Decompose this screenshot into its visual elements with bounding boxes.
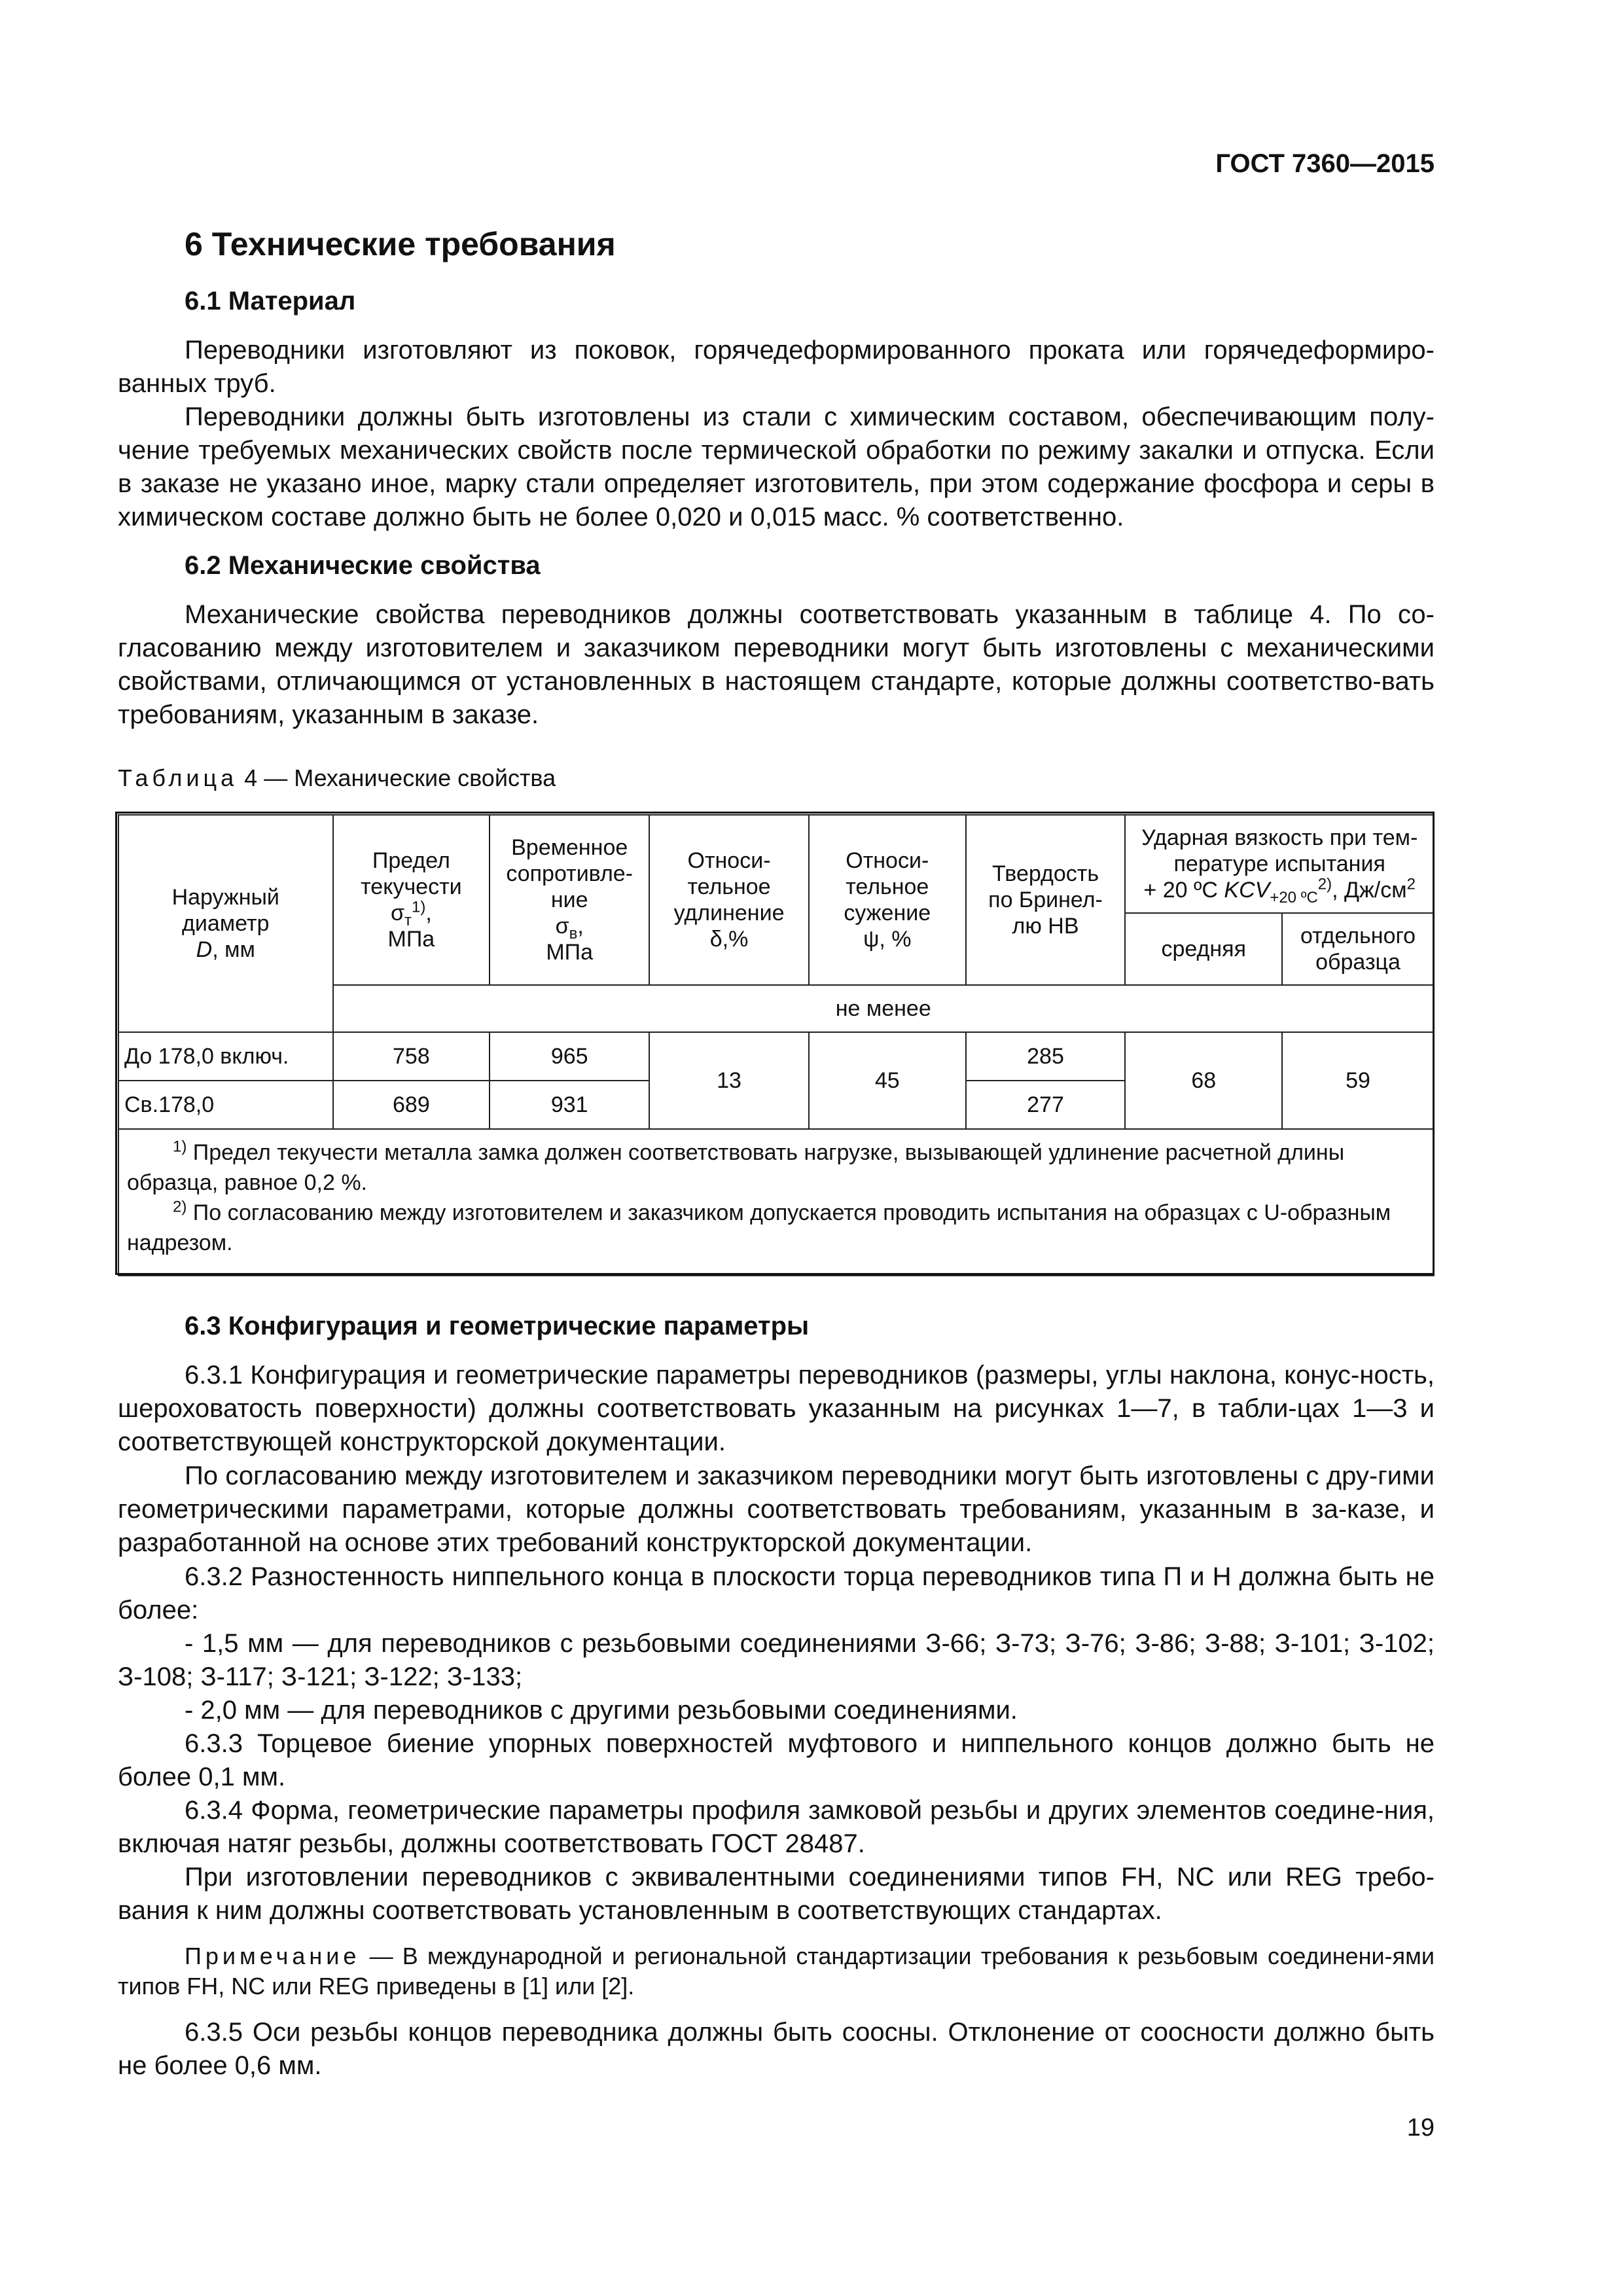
paragraph: Механические свойства переводников должны соответствовать указанным в таблице 4. По со-гласованию между изготовителем и заказчиком переводники могут быть изготовлены с механическими свойствами, отличающимся от установленных в настоящем стандарте, которые должны соответство-вать требованиям, указанным в заказе. [118,600,1435,729]
header-impact-single: отдельного образца [1282,913,1434,985]
page-number: 19 [1406,2114,1435,2142]
paragraph: Переводники должны быть изготовлены из стали с химическим составом, обеспечивающим полу-чение требуемых механических свойств после термической обработки по режиму закалки и отпуска. Если в заказе не указано иное, марку стали определяет изготовитель, при этом содержание фосфора и серы в химическом составе должно быть не более 0,020 и 0,015 масс. % соответственно. [118,403,1435,531]
footnote-2: $^{2)}$ По согласованию между изготовителем и заказчиком допускается проводить испытания на образцах с U-образным надрезом. [127,1198,1391,1255]
header-reduction: Относи- тельное сужение ψ, % [809,815,966,985]
paragraph: 6.3.5 Оси резьбы концов переводника должны быть соосны. Отклонение от соосности должно быть не более 0,6 мм. [118,2018,1435,2080]
header-hardness: Твердость по Бринел- лю НВ [966,815,1126,985]
paragraph: 6.3.4 Форма, геометрические параметры профиля замковой резьбы и других элементов соедине-ния, включая натяг резьбы, должны соответствовать ГОСТ 28487. [118,1796,1435,1858]
table-cell-diameter: До 178,0 включ. [118,1032,333,1081]
table-cell-hardness: 277 [966,1081,1126,1129]
table-caption [118,764,556,792]
note-text: — В международной и региональной стандартизации требования к резьбовым соединени-ями типов FH, NC или REG приведены в [1] или [2]. [118,1943,1435,2000]
table-cell-elongation: 13 [649,1032,809,1129]
section-title: 6 Технические требования [185,226,616,262]
table-cell-impact-single: 59 [1282,1032,1434,1129]
table-cell-hardness: 285 [966,1032,1126,1081]
paragraph: 6.3.3 Торцевое биение упорных поверхностей муфтового и ниппельного концов должно быть не более 0,1 мм. [118,1729,1435,1791]
header-yield-strength: Предел текучести $\sigma_т^{1)}$, МПа [333,815,490,985]
header-impact-average: средняя [1125,913,1282,985]
table-cell-yield: 689 [333,1081,490,1129]
paragraph: При изготовлении переводников с эквивалентными соединениями типов FH, NC или REG требо-вания к ним должны соответствовать установленным в соответствующих стандартах. [118,1863,1435,1925]
table-cell-impact-average: 68 [1125,1032,1282,1129]
paragraph: 6.3.1 Конфигурация и геометрические параметры переводников (размеры, углы наклона, конус-ность, шероховатость поверхности) должны соответствовать указанным на рисунках 1—7, в табли-цах 1—3 и соответствующей конструкторской документации. [118,1361,1435,1456]
table-cell-diameter: Св.178,0 [118,1081,333,1129]
table-cell-yield: 758 [333,1032,490,1081]
header-impact-strength: Ударная вязкость при тем- пературе испытания + 20 ºС $KCV_{+20 ºС}^{2)}$, $Дж/см^2$ [1125,815,1434,913]
table-caption-title: 4 — Механические свойства [244,764,556,791]
list-item: - 1,5 мм — для переводников с резьбовыми соединениями З-66; З-73; З-76; З-86; З-88; З-101; З-102; З-108; З-117; З-121; З-122; З-133; [118,1629,1435,1691]
table-footnotes [118,1129,1434,1276]
header-not-less: не менее [333,985,1435,1032]
table-cell-reduction: 45 [809,1032,966,1129]
footnote-1: $^{1)}$ Предел текучести металла замка должен соответствовать нагрузке, вызывающей удлинение расчетной длины образца, равное 0,2 %. [127,1138,1345,1195]
list-item: - 2,0 мм — для переводников с другими резьбовыми соединениями. [185,1696,1018,1725]
note-label: Примечание [185,1943,361,1969]
subsection-title-mechanical: 6.2 Механические свойства [185,551,541,580]
table-cell-tensile: 931 [490,1081,649,1129]
table-caption-word: Таблица [118,764,238,791]
subsection-title-configuration: 6.3 Конфигурация и геометрические параметры [185,1312,810,1340]
note [118,1941,1435,2001]
table-cell-tensile: 965 [490,1032,649,1081]
subsection-title-material: 6.1 Материал [185,287,356,315]
standard-code: ГОСТ 7360—2015 [1215,149,1435,178]
paragraph: 6.3.2 Разностенность ниппельного конца в плоскости торца переводников типа П и Н должна быть не более: [118,1562,1435,1624]
header-tensile-strength: Временное сопротивле- ние $\sigma_в$, МПа [490,815,649,985]
paragraph: По согласованию между изготовителем и заказчиком переводники могут быть изготовлены с дру-гими геометрическими параметрами, которые должны соответствовать требованиям, указанным в за-казе, и разработанной на основе этих требований конструкторской документации. [118,1462,1435,1557]
header-elongation: Относи- тельное удлинение δ,% [649,815,809,985]
header-diameter: Наружный диаметр D, мм [118,815,333,1032]
paragraph: Переводники изготовляют из поковок, горячедеформированного проката или горячедеформиро-ванных труб. [118,336,1435,398]
mechanical-properties-table [118,814,1435,1276]
